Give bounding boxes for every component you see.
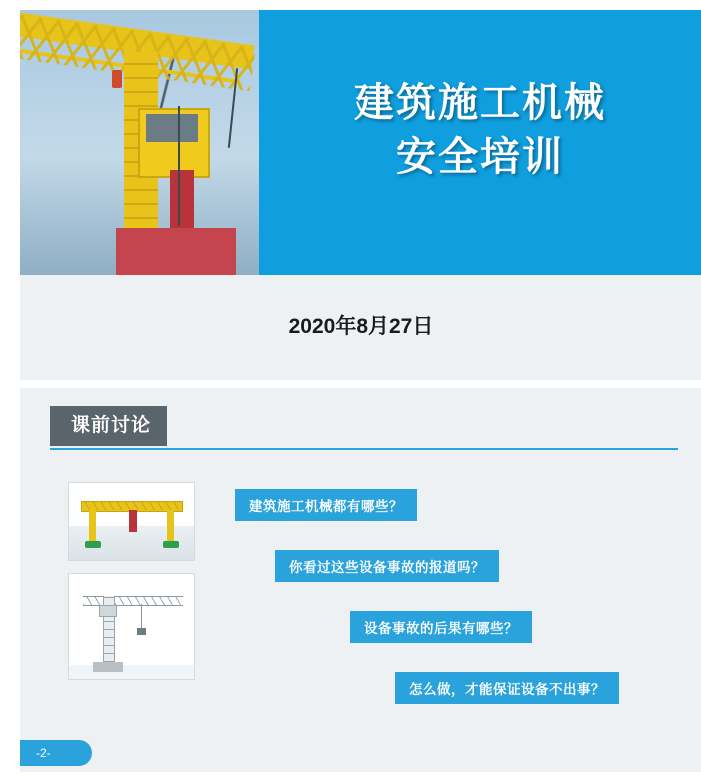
crane-wire-a xyxy=(178,106,180,226)
content-slide xyxy=(20,388,701,772)
gantry-leg-left xyxy=(89,510,96,544)
section-heading xyxy=(50,406,167,446)
gantry-hoist xyxy=(129,510,137,532)
presentation-title-line2: 安全培训 xyxy=(396,135,564,179)
discussion-question-1: 建筑施工机械都有哪些？ xyxy=(235,489,417,521)
presentation-title xyxy=(270,76,690,184)
title-slide xyxy=(20,10,701,380)
gantry-crane-photo xyxy=(68,482,195,561)
worker-figure xyxy=(112,70,122,88)
tower-crane-photo-large xyxy=(20,10,259,275)
presentation-date: 2020年8月27日 xyxy=(288,315,434,338)
discussion-question-3: 设备事故的后果有哪些？ xyxy=(350,611,532,643)
crane-cab-window xyxy=(146,114,198,142)
slide-bottom-edge xyxy=(20,772,701,779)
tower-crane-photo xyxy=(68,573,195,680)
discussion-question-2: 你看过这些设备事故的报道吗？ xyxy=(275,550,499,582)
tower-hook xyxy=(137,628,146,635)
crane-base xyxy=(116,228,236,275)
page-number-badge: -2- xyxy=(20,740,92,766)
gantry-wheel-left xyxy=(85,541,101,548)
tower-ground xyxy=(69,665,194,679)
title-banner xyxy=(20,10,701,275)
discussion-question-4: 怎么做，才能保证设备不出事？ xyxy=(395,672,619,704)
gantry-wheel-right xyxy=(163,541,179,548)
section-heading-underline xyxy=(50,448,678,450)
presentation-title-line1: 建筑施工机械 xyxy=(354,81,606,125)
gantry-leg-right xyxy=(167,510,174,544)
section-heading-label: 课前讨论 xyxy=(59,406,167,446)
section-heading-accent-bar xyxy=(50,406,59,446)
tower-cab xyxy=(99,605,117,617)
gantry-beam-lattice xyxy=(81,501,181,510)
tower-jib xyxy=(83,596,183,606)
tower-hook-line xyxy=(141,604,142,628)
tower-base xyxy=(93,662,123,672)
